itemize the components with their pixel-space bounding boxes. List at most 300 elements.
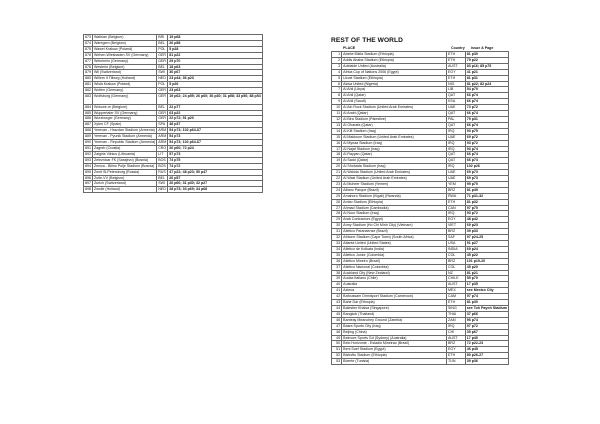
issue-page-cell: 81 p30 — [465, 52, 508, 58]
issue-page-cell: 74 p75 — [168, 157, 263, 163]
row-number: 22 — [332, 176, 342, 182]
country-cell: BRZ — [447, 258, 466, 264]
issue-page-cell: 81 p49 — [465, 187, 508, 193]
place-cell: Zwolle (Holland) — [93, 187, 157, 193]
issue-page-cell: 39 p36 — [465, 359, 508, 365]
country-cell: CHI — [447, 329, 466, 335]
header-issue: Issue & Page — [471, 46, 494, 50]
place-cell: Bafoussam Omnisport Stadium (Cameroon) — [342, 294, 447, 300]
row-number: 20 — [332, 164, 342, 170]
issue-page-cell: 19 p62; 24 p55; 26 p60; 36 p30; 31 p58; 33 p56; 88 p54 — [168, 94, 263, 105]
country-cell: CAN — [447, 205, 466, 211]
country-cell: BEL — [157, 40, 168, 46]
row-number: 887 — [85, 122, 91, 127]
issue-page-cell: 81 p22; 82 p24 — [465, 81, 508, 87]
issue-page-cell: 93 p74 — [465, 146, 508, 152]
place-cell: Al Mynaa Stadium (Iraq) — [342, 140, 447, 146]
row-number: 9 — [332, 99, 342, 105]
place-cell: Zagreb (Croatia) — [93, 146, 157, 152]
row-number: 896 — [85, 175, 91, 180]
country-cell: RUS — [158, 169, 166, 174]
country-cell: CAM — [447, 294, 466, 300]
issue-page-cell: 97 p70 — [465, 205, 508, 211]
row-number: 2 — [332, 57, 342, 63]
row-number: 13 — [332, 122, 342, 128]
row-number: 19 — [332, 158, 342, 164]
place-cell: Yerevan - Pyunik Stadium (Armenia) — [93, 134, 157, 140]
row-number: 883 — [84, 94, 93, 105]
place-cell: Bishoftu Stadium (Ethiopia) — [342, 353, 447, 359]
country-cell: VIET — [447, 223, 466, 229]
row-number: 4 — [332, 69, 342, 75]
country-cell: IRQ — [447, 211, 466, 217]
table-row — [332, 359, 509, 365]
country-cell: POL — [157, 82, 168, 88]
place-cell: Atletico de Kolkata (India) — [342, 246, 447, 252]
place-cell: Willem II Tilburg (Holland) — [93, 76, 157, 82]
place-cell: Atletico Junior (Colombia) — [342, 252, 447, 258]
place-cell: Beni Suef Stadium (Egypt) — [342, 347, 447, 353]
issue-page-cell: 97 p72 — [465, 323, 508, 329]
country-cell: IRQ — [447, 140, 466, 146]
issue-page-cell: 23 p44; 36 p23 — [168, 76, 263, 82]
issue-page-cell: 101 p19-20 — [465, 258, 508, 264]
country-cell: UAE — [447, 134, 466, 140]
issue-page-cell: 66 p74 — [465, 93, 508, 99]
issue-page-cell: 54 p73 — [168, 134, 263, 140]
country-cell: ARM — [158, 134, 167, 139]
country-cell: NIG — [447, 81, 466, 87]
place-cell: Wawel Krakow (Poland) — [93, 46, 157, 52]
country-cell: LIB — [447, 87, 466, 93]
issue-page-cell: 96 p74 — [465, 317, 508, 323]
row-number: 11 — [332, 111, 342, 117]
country-cell: GER — [158, 88, 166, 93]
table-row — [84, 187, 263, 193]
row-number: 878 — [85, 64, 91, 69]
place-cell: Belo Horizonte - Estadio Mineirao (Brazil) — [342, 341, 447, 347]
place-cell: Balestier Khalsa (Singapore) — [342, 305, 447, 311]
issue-page-cell: 55 p70 — [465, 276, 508, 282]
place-cell: Bangkok (Thailand) — [342, 311, 447, 317]
row-number: 879 — [85, 70, 91, 75]
place-cell: Al Wahda Stadium (United Arab Emirates) — [342, 170, 447, 176]
country-cell: BOS — [158, 163, 166, 168]
country-cell: EGY — [447, 347, 466, 353]
country-cell: GER — [158, 52, 166, 57]
issue-page-cell: 81 p32 — [465, 199, 508, 205]
country-cell: UAE — [447, 105, 466, 111]
issue-page-cell: 54 p70 — [465, 87, 508, 93]
row-number: 49 — [332, 335, 342, 341]
issue-page-cell: 99 p70 — [465, 181, 508, 187]
row-number: 34 — [332, 246, 342, 252]
row-number: 41 — [332, 288, 342, 294]
place-cell: Beijing (China) — [342, 329, 447, 335]
row-number: 876 — [85, 52, 91, 57]
place-cell: Ahmad Stadium (Cambodia) — [342, 205, 447, 211]
place-cell: Ambo Stadium (Ethiopia) — [342, 199, 447, 205]
place-cell: Al Gharafa (Qatar) — [342, 122, 447, 128]
country-cell: BRZ — [447, 229, 466, 235]
row-number: 890 — [85, 140, 91, 145]
issue-page-cell: 47 p22; 48 p23; 50 p47 — [168, 169, 263, 175]
row-number: 17 — [332, 146, 342, 152]
issue-page-cell: 22 p72; 51 p20 — [168, 116, 263, 122]
place-cell: Wuppertaler SV (Germany) — [93, 110, 157, 116]
country-cell: KSA — [447, 99, 466, 105]
place-cell: Audax Italiano (Chile) — [342, 276, 447, 282]
place-cell: Al Rayyan (Qatar) — [342, 152, 447, 158]
country-cell: BEL — [157, 104, 168, 110]
country-cell: IRQ — [447, 146, 466, 152]
row-number: 881 — [85, 82, 91, 87]
row-number: 53 — [332, 359, 342, 365]
row-number: 897 — [85, 181, 91, 186]
row-number: 36 — [332, 258, 342, 264]
row-number: 898 — [85, 187, 91, 192]
country-cell: GER — [158, 110, 166, 115]
country-cell: UAE — [447, 170, 466, 176]
section-title: REST OF THE WORLD — [331, 37, 404, 44]
row-number: 45 — [332, 311, 342, 317]
row-number: 47 — [332, 323, 342, 329]
place-cell: Al Wasl Stadium (United Arab Emirates) — [342, 176, 447, 182]
country-cell: ETH — [447, 57, 466, 63]
country-cell: INDIA — [447, 246, 466, 252]
row-number: 3 — [332, 63, 342, 69]
country-cell: GER — [158, 58, 166, 63]
row-number: 23 — [332, 181, 342, 187]
row-number: 15 — [332, 134, 342, 140]
country-cell: ETH — [447, 353, 466, 359]
place-cell: Addis Ababa Stadium (Ethiopia) — [342, 57, 447, 63]
place-cell: Al Najaf Stadium (Iraq) — [342, 146, 447, 152]
row-number: 884 — [85, 104, 91, 109]
row-number: 38 — [332, 270, 342, 276]
issue-page-cell: 93 p72 — [465, 211, 508, 217]
row-number: 14 — [332, 128, 342, 134]
issue-page-cell: 48 p37 — [168, 122, 263, 128]
country-cell: IRQ — [447, 323, 466, 329]
issue-page-cell: 37 p66 — [465, 311, 508, 317]
place-cell: Adelaide United (Australia) — [342, 63, 447, 69]
row-number: 21 — [332, 170, 342, 176]
header-place: PLACE — [343, 46, 356, 50]
issue-page-cell: 66 p74 — [465, 111, 508, 117]
place-cell: Wisla Krakow (Poland) — [93, 82, 157, 88]
country-cell: BRI — [157, 35, 168, 41]
row-number: 18 — [332, 152, 342, 158]
issue-page-cell: 72 p22-23 — [465, 341, 508, 347]
country-cell: ETH — [447, 75, 466, 81]
country-cell: QAT — [447, 158, 466, 164]
place-cell: Zalgiris Vilnius (Lithuania) — [93, 151, 157, 157]
issue-page-cell: 71 p31-32 — [465, 193, 508, 199]
issue-page-cell: 19 p68 — [168, 35, 263, 41]
country-cell: BRZ — [447, 341, 466, 347]
place-cell: Allianz Parque (Brazil) — [342, 187, 447, 193]
place-cell: Westerlo (Belgium) — [93, 64, 157, 70]
row-number: 39 — [332, 276, 342, 282]
country-cell: ETH — [447, 52, 466, 58]
country-cell: GER — [157, 94, 168, 105]
place-cell: Xylen CF (Spain) — [93, 122, 157, 128]
issue-page-cell: 45 p20 — [465, 264, 508, 270]
place-cell: Al Arabi (Qatar) — [342, 111, 447, 117]
issue-page-cell: 45 p22 — [465, 252, 508, 258]
country-cell: CRO — [158, 146, 167, 150]
issue-page-cell: 80 p26-27 — [465, 353, 508, 359]
row-number: 894 — [85, 163, 91, 168]
row-number: 888 — [85, 128, 91, 133]
left-table-body — [84, 35, 263, 193]
country-cell: IRQ — [447, 164, 466, 170]
country-cell: TUN — [447, 359, 466, 365]
left-venue-table — [83, 34, 263, 193]
country-cell: AUST — [447, 63, 466, 69]
issue-page-cell: 66 p74 — [465, 99, 508, 105]
issue-page-cell: 18 p63 — [168, 64, 263, 70]
row-number: 33 — [332, 241, 342, 247]
country-cell: USA — [447, 241, 466, 247]
issue-page-cell: 69 p73 — [465, 170, 508, 176]
row-number: 886 — [85, 116, 91, 121]
place-cell: Atletico Nacional (Colombia) — [342, 264, 447, 270]
row-number: 895 — [85, 169, 91, 174]
country-cell: ZAM — [447, 317, 466, 323]
issue-page-cell: 26 p60; 31 p30; 32 p27 — [168, 181, 263, 187]
row-number: 8 — [332, 93, 342, 99]
place-cell: Zenica - Bilino Polje Stadium (Bosnia) — [93, 163, 157, 169]
place-cell: Waregem (Belgium) — [93, 40, 157, 46]
issue-page-cell: 26 p57 — [168, 175, 263, 181]
row-number: 885 — [85, 110, 91, 115]
row-number: 28 — [332, 211, 342, 217]
country-cell: ARM — [158, 140, 167, 145]
issue-page-cell: 81 p22 — [168, 52, 263, 58]
row-number: 27 — [332, 205, 342, 211]
country-cell: SWI — [157, 181, 168, 187]
issue-page-cell: 36 p67 — [168, 70, 263, 76]
issue-page-cell: 5 p26 — [168, 82, 263, 88]
issue-page-cell: 69 p73 — [465, 176, 508, 182]
place-cell: Zulte-VV (Belgium) — [93, 175, 157, 181]
row-number: 882 — [85, 88, 91, 93]
place-cell: Wathian (Belgium) — [93, 35, 157, 41]
issue-page-cell: 41 p21 — [465, 69, 508, 75]
issue-page-cell: 26 p60; 72 p24 — [168, 146, 263, 152]
place-cell: Al Shohada Stadium (Iraq) — [342, 164, 447, 170]
place-cell: Al Bira Stadium (Palestine) — [342, 116, 447, 122]
issue-page-cell: 74 p72 — [168, 163, 263, 169]
row-number: 43 — [332, 300, 342, 306]
place-cell: Wehen-Wiesbaden SV (Germany) — [93, 52, 157, 58]
place-cell: Athlone Stadium (Cape Town) (South Africa) — [342, 235, 447, 241]
country-cell: RWA — [447, 193, 466, 199]
place-cell: Woluwe-m (Belgium) — [93, 104, 157, 110]
issue-page-cell: 26 p58 — [168, 40, 263, 46]
row-number: 891 — [85, 146, 91, 150]
place-cell: Weinheim (Germany) — [93, 58, 157, 64]
issue-page-cell: 79 p31 — [465, 116, 508, 122]
issue-page-cell: 29 p70 — [168, 58, 263, 64]
country-cell: QAT — [447, 111, 466, 117]
place-cell: Al Nour Stadium (Iraq) — [342, 211, 447, 217]
issue-page-cell: 93 p75 — [465, 128, 508, 134]
place-cell: Wolfen (Germany) — [93, 88, 157, 94]
issue-page-cell: 91 p27 — [465, 241, 508, 247]
row-number: 877 — [85, 58, 91, 63]
place-cell: Yerevan - Republic Stadium (Armenia) — [94, 140, 156, 145]
country-cell: UAE — [447, 176, 466, 182]
issue-page-cell: 54 p73; 102 p64-67 — [168, 140, 263, 146]
row-number: 46 — [332, 317, 342, 323]
place-cell: Arab Contractors (Egypt) — [342, 217, 447, 223]
row-number: 29 — [332, 217, 342, 223]
place-cell: Al Kifl Stadium (Iraq) — [342, 128, 447, 134]
issue-page-cell: 97 p24-25 — [465, 235, 508, 241]
country-cell: ARM — [158, 128, 167, 133]
country-cell: POL — [157, 46, 168, 52]
row-number: 24 — [332, 187, 342, 193]
row-number: 50 — [332, 341, 342, 347]
country-cell: AUST — [447, 282, 466, 288]
row-number: 40 — [332, 282, 342, 288]
place-cell: Wil (Switzerland) — [93, 70, 157, 76]
place-cell: Australia — [342, 282, 447, 288]
row-number: 26 — [332, 199, 342, 205]
country-cell: IRQ — [447, 128, 466, 134]
country-cell: QAT — [447, 122, 466, 128]
row-number: 10 — [332, 105, 342, 111]
header-country: Country — [451, 46, 465, 50]
country-cell: BEL — [157, 175, 168, 181]
place-cell: Abebe Bikila Stadium (Ethiopia) — [342, 52, 447, 58]
issue-page-cell: 81 p30 — [465, 300, 508, 306]
row-number: 873 — [85, 35, 91, 39]
row-number: 7 — [332, 87, 342, 93]
rest-of-world-table — [331, 51, 509, 365]
country-cell: NED — [158, 76, 166, 81]
row-number: 1 — [332, 52, 342, 58]
row-number: 5 — [332, 75, 342, 81]
issue-page-cell: 39 p33 — [465, 229, 508, 235]
issue-page-cell: see Mexico City — [465, 288, 508, 294]
country-cell: LIT — [157, 151, 168, 157]
issue-page-cell: 81 p31 — [465, 75, 508, 81]
place-cell: Amahoro Stadium (Kigali) (Rwanda) — [342, 193, 447, 199]
place-cell: Basra Sports City (Iraq) — [342, 323, 447, 329]
country-cell: SWI — [157, 70, 168, 76]
country-cell: COL — [447, 264, 466, 270]
right-table-body — [332, 52, 509, 365]
country-cell: NED — [158, 187, 166, 192]
issue-page-cell: 46 p45 — [465, 347, 508, 353]
issue-page-cell: 22 p77 — [168, 104, 263, 110]
issue-page-cell: 66 p74 — [465, 158, 508, 164]
row-number: 52 — [332, 353, 342, 359]
place-cell: Bahir Dar (Ethiopia) — [342, 300, 447, 306]
country-cell: BRZ — [447, 187, 466, 193]
place-cell: Al Ahli (Qatar) — [342, 93, 447, 99]
table-row — [84, 94, 263, 105]
country-cell: BOS — [158, 157, 166, 162]
issue-page-cell: 23 p63 — [168, 88, 263, 94]
issue-page-cell: 93 p72 — [465, 140, 508, 146]
country-cell: NZ — [447, 270, 466, 276]
row-number: 48 — [332, 329, 342, 335]
issue-page-cell: 69 p72 — [465, 134, 508, 140]
country-cell: GER — [158, 116, 166, 121]
row-number: 51 — [332, 347, 342, 353]
issue-page-cell: 17 p35 — [465, 282, 508, 288]
place-cell: Atletico Paranaense (Brazil) — [342, 229, 447, 235]
country-cell: SPA — [157, 122, 168, 128]
country-cell: ETH — [447, 199, 466, 205]
country-cell: SAF — [447, 235, 466, 241]
country-cell: YEM — [447, 181, 466, 187]
place-cell: Banteay Meanchey Ground (Zambia) — [342, 317, 447, 323]
row-number: 875 — [85, 46, 91, 51]
issue-page-cell: 66 p74 — [465, 122, 508, 128]
place-cell: Atletico Mineiro (Brazil) — [342, 258, 447, 264]
row-number: 874 — [85, 40, 91, 45]
country-cell: SING — [447, 305, 466, 311]
row-number: 44 — [332, 305, 342, 311]
country-cell: PAL — [447, 116, 466, 122]
place-cell: Africa Cup of Nations 2006 (Egypt) — [342, 69, 447, 75]
row-number: 16 — [332, 140, 342, 146]
row-number: 35 — [332, 252, 342, 258]
place-cell: Al Ahli (Saudi) — [342, 99, 447, 105]
row-number: 32 — [332, 235, 342, 241]
country-cell: AUST — [447, 335, 466, 341]
issue-page-cell: 83 p16; 85 p75 — [465, 63, 508, 69]
place-cell: Al Ain Rock Stadium (United Arab Emirates) — [342, 105, 447, 111]
place-cell: Al Ahli (Libya) — [342, 87, 447, 93]
issue-page-cell: 57 p73 — [168, 151, 263, 157]
place-cell: Al Muheer Stadium (Yemen) — [342, 181, 447, 187]
place-cell: Wolfsburg (Germany) — [93, 94, 157, 105]
row-number: 25 — [332, 193, 342, 199]
place-cell: Al Maktoum Stadium (United Arab Emirates) — [342, 134, 447, 140]
country-cell: ETH — [447, 300, 466, 306]
issue-page-cell: 48 p42 — [465, 217, 508, 223]
issue-page-cell: 69 p23 — [465, 223, 508, 229]
place-cell: Auckland City (New Zealand) — [342, 270, 447, 276]
place-cell: Akwa United (Nigeria) — [342, 81, 447, 87]
issue-page-cell: 81 p21 — [465, 270, 508, 276]
row-number: 42 — [332, 294, 342, 300]
row-number: 37 — [332, 264, 342, 270]
place-cell: Army Stadium (Ho Chi Minh City) (Vietnam) — [342, 223, 447, 229]
row-number: 30 — [332, 223, 342, 229]
issue-page-cell: see Toh Payoh Stadium — [466, 305, 507, 310]
place-cell: Ucoel Stadium (Ethiopia) — [342, 75, 447, 81]
row-number: 893 — [85, 157, 91, 162]
issue-page-cell: 66 p74 — [465, 152, 508, 158]
issue-page-cell: 97 p74 — [465, 294, 508, 300]
country-cell: QAT — [447, 93, 466, 99]
country-cell: QAT — [447, 152, 466, 158]
country-cell: THAI — [447, 311, 466, 317]
country-cell: EGY — [447, 217, 466, 223]
place-cell: Wurzburger (Germany) — [93, 116, 157, 122]
issue-page-cell: 63 p22 — [168, 110, 263, 116]
row-number: 880 — [85, 76, 91, 81]
country-cell: BEL — [157, 64, 168, 70]
